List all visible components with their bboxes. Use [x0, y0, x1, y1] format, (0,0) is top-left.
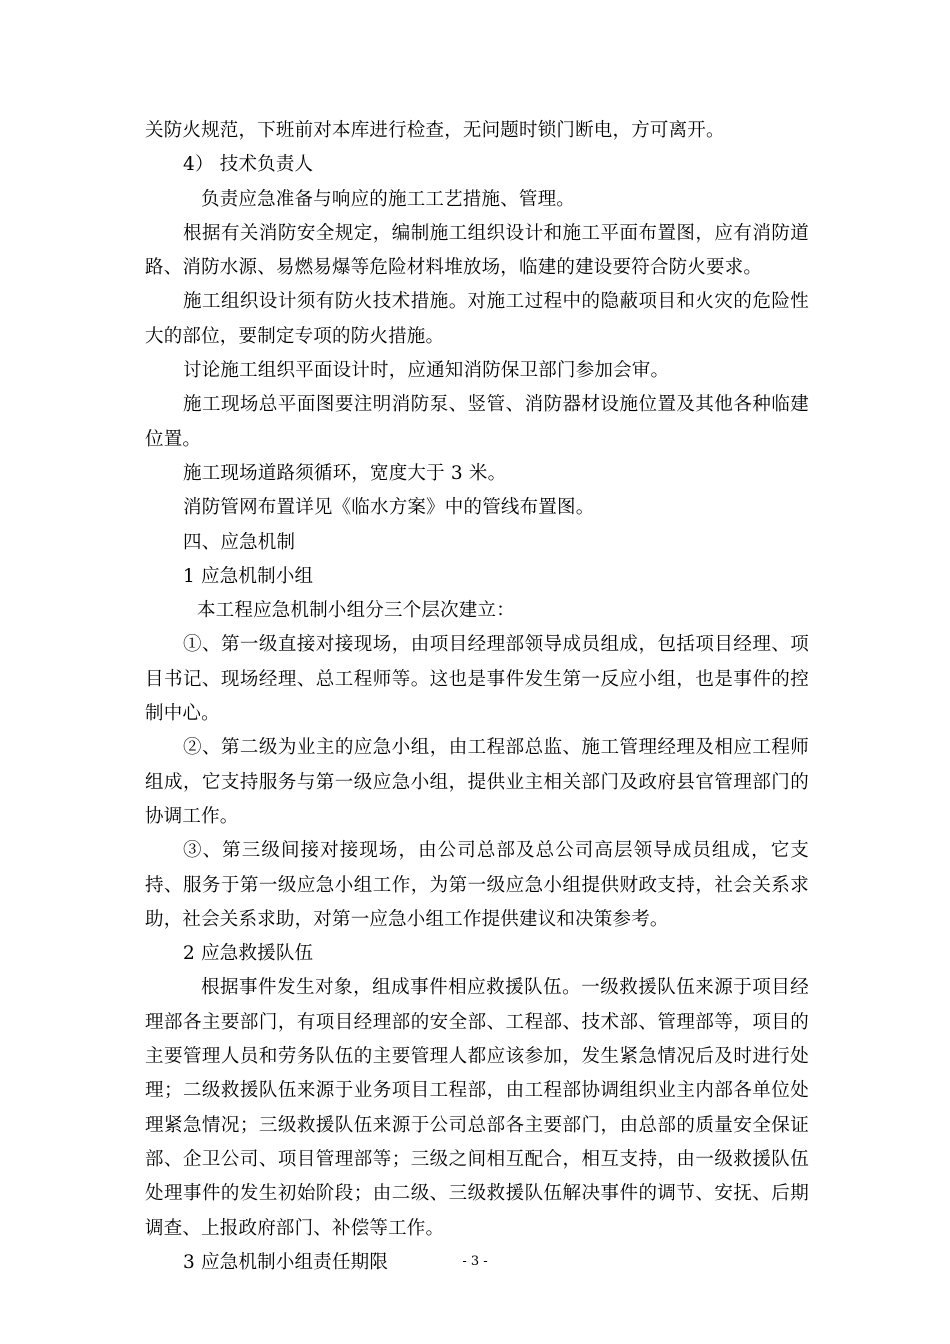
subheading-rescue-team: 2 应急救援队伍 — [183, 943, 314, 965]
paragraph-technical-lead-duty: 负责应急准备与响应的施工工艺措施、管理。 — [201, 188, 576, 210]
paragraph-level-two: ②、第二级为业主的应急小组，由工程部总监、施工管理经理及相应工程师组成，它支持服务与第一级应急小组，提供业主相关部门及政府县官管理部门的协调工作。 — [145, 737, 809, 827]
paragraph-group-levels: 本工程应急机制小组分三个层次建立： — [197, 600, 515, 622]
paragraph-pipe-network: 消防管网布置详见《临水方案》中的管线布置图。 — [183, 497, 595, 519]
subheading-responsibility-period: 3 应急机制小组责任期限 — [183, 1251, 389, 1273]
paragraph-review-notice: 讨论施工组织平面设计时，应通知消防保卫部门参加会审。 — [183, 360, 670, 382]
paragraph-level-three: ③、第三级间接对接现场，由公司总部及总公司高层领导成员组成，它支持、服务于第一级应急小组工作，为第一级应急小组提供财政支持，社会关系求助，社会关系求助，对第一应急小组工作提供建议和决策参考。 — [145, 840, 809, 930]
paragraph-fire-technical-measures: 施工组织设计须有防火技术措施。对施工过程中的隐蔽项目和火灾的危险性大的部位，要制定专项的防火措施。 — [145, 291, 809, 347]
paragraph-rescue-team: 根据事件发生对象，组成事件相应救援队伍。一级救援队伍来源于项目经理部各主要部门，有项目经理部的安全部、工程部、技术部、管理部等，项目的主要管理人员和劳务队伍的主要管理人都应该参加，发生紧急情况后及时进行处理；二级救援队伍来源于业务项目工程部，由工程部协调组织业主内部各单位处理紧急情况；三级救援队伍来源于公司总部各主要部门，由总部的质量安全保证部、企卫公司、项目管理部等；三级之间相互配合，相互支持，由一级救援队伍处理事件的发生初始阶段；由二级、三级救援队伍解决事件的调节、安抚、后期调查、上报政府部门、补偿等工作。 — [145, 977, 809, 1239]
paragraph-site-plan: 施工现场总平面图要注明消防泵、竖管、消防器材设施位置及其他各种临建位置。 — [145, 394, 809, 450]
subheading-emergency-group: 1 应急机制小组 — [183, 565, 314, 587]
page-number: - 3 - — [462, 1254, 488, 1269]
paragraph-site-road: 施工现场道路须循环，宽度大于 3 米。 — [183, 462, 507, 484]
heading-technical-lead: 4） 技术负责人 — [183, 154, 314, 176]
paragraph-fire-rules-continuation: 关防火规范，下班前对本库进行检查，无问题时锁门断电，方可离开。 — [145, 120, 725, 141]
document-body — [145, 114, 809, 1280]
paragraph-level-one: ①、第一级直接对接现场，由项目经理部领导成员组成，包括项目经理、项目书记、现场经理、总工程师等。这也是事件发生第一反应小组，也是事件的控制中心。 — [145, 634, 809, 725]
section-heading-emergency-mechanism: 四、应急机制 — [183, 531, 296, 553]
paragraph-fire-safety-design: 根据有关消防安全规定，编制施工组织设计和施工平面布置图，应有消防道路、消防水源、易燃易爆等危险材料堆放场，临建的建设要符合防火要求。 — [145, 222, 809, 279]
